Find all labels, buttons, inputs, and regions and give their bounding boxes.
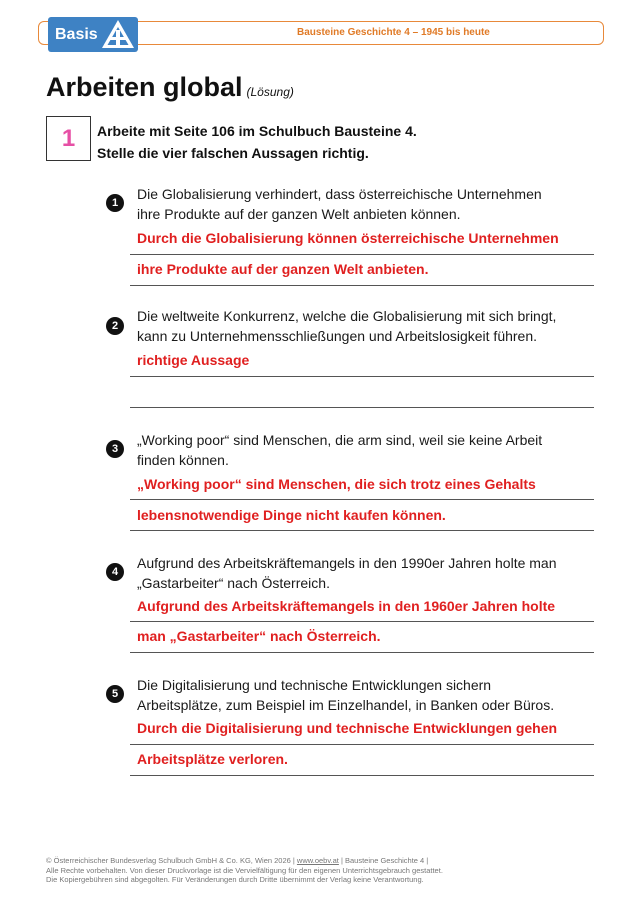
answer-rule [130,744,594,745]
statement-line: Die weltweite Konkurrenz, welche die Globalisierung mit sich bringt, [137,308,557,324]
basis-logo [48,17,138,52]
item-number-3-icon: 3 [106,440,124,458]
publisher-link[interactable]: www.oebv.at [296,856,339,865]
statement-line: „Working poor“ sind Menschen, die arm sind, weil sie keine Arbeit [137,432,543,448]
item-4-answer-line-2: man „Gastarbeiter“ nach Österreich. [137,628,381,644]
item-number-5-icon: 5 [106,685,124,703]
answer-rule [130,652,594,653]
footer-series: | Bausteine Geschichte 4 | [338,856,429,865]
footer-line-2: Alle Rechte vorbehalten. Von dieser Druckvorlage ist die Vervielfältigung für den eigenen Unterrichtsgebrauch gestattet. [46,865,443,875]
statement-line: „Gastarbeiter“ nach Österreich. [137,575,330,591]
item-5-statement [137,675,597,715]
instruction-line-1: Arbeite mit Seite 106 im Schulbuch Bausteine 4. [97,123,417,139]
answer-rule [130,254,594,255]
item-1-statement [137,184,597,224]
logo-text: Basis [55,26,98,43]
answer-rule [130,407,594,408]
item-3-answer-line-2: lebensnotwendige Dinge nicht kaufen können. [137,507,446,523]
page-title [46,72,294,103]
answer-rule [130,376,594,377]
triangle-logo-icon [100,18,136,50]
statement-line: ihre Produkte auf der ganzen Welt anbieten können. [137,206,461,222]
task-number-box: 1 [46,116,91,161]
page-subtitle: (Lösung) [246,85,294,99]
item-4-answer-line-1: Aufgrund des Arbeitskräftemangels in den 1960er Jahren holte [137,598,556,614]
footer-line-1 [46,856,443,866]
answer-rule [130,499,594,500]
item-3-statement [137,430,597,470]
task-instruction [97,120,417,164]
item-number-4-icon: 4 [106,563,124,581]
page-title-text: Arbeiten global [46,72,243,102]
answer-rule [130,285,594,286]
series-title: Bausteine Geschichte 4 – 1945 bis heute [297,27,490,38]
answer-rule [130,621,594,622]
item-2-answer-line-1: richtige Aussage [137,352,250,368]
item-4-statement [137,553,597,593]
item-1-answer-line-1: Durch die Globalisierung können österreichische Unternehmen [137,230,559,246]
item-2-statement [137,306,597,346]
item-1-answer-line-2: ihre Produkte auf der ganzen Welt anbieten. [137,261,429,277]
item-number-1-icon: 1 [106,194,124,212]
statement-line: Die Globalisierung verhindert, dass österreichische Unternehmen [137,186,542,202]
footer-line-3: Die Kopiergebühren sind abgegolten. Für Veränderungen durch Dritte übernimmt der Verlag keine Verantwortung. [46,875,424,884]
item-5-answer-line-1: Durch die Digitalisierung und technische Entwicklungen gehen [137,720,558,736]
statement-line: Aufgrund des Arbeitskräftemangels in den 1990er Jahren holte man [137,555,557,571]
answer-rule [130,775,594,776]
item-number-2-icon: 2 [106,317,124,335]
answer-rule [130,530,594,531]
item-3-answer-line-1: „Working poor“ sind Menschen, die sich trotz eines Gehalts [137,476,536,492]
item-5-answer-line-2: Arbeitsplätze verloren. [137,751,288,767]
footer [46,856,443,885]
footer-copyright: © Österreichischer Bundesverlag Schulbuch GmbH & Co. KG, Wien 2026 | [46,856,297,865]
statement-line: kann zu Unternehmensschließungen und Arbeitslosigkeit führen. [137,328,538,344]
instruction-line-2: Stelle die vier falschen Aussagen richtig. [97,145,369,161]
statement-line: finden können. [137,452,229,468]
statement-line: Die Digitalisierung und technische Entwicklungen sichern [137,677,492,693]
statement-line: Arbeitsplätze, zum Beispiel im Einzelhandel, in Banken oder Büros. [137,697,555,713]
